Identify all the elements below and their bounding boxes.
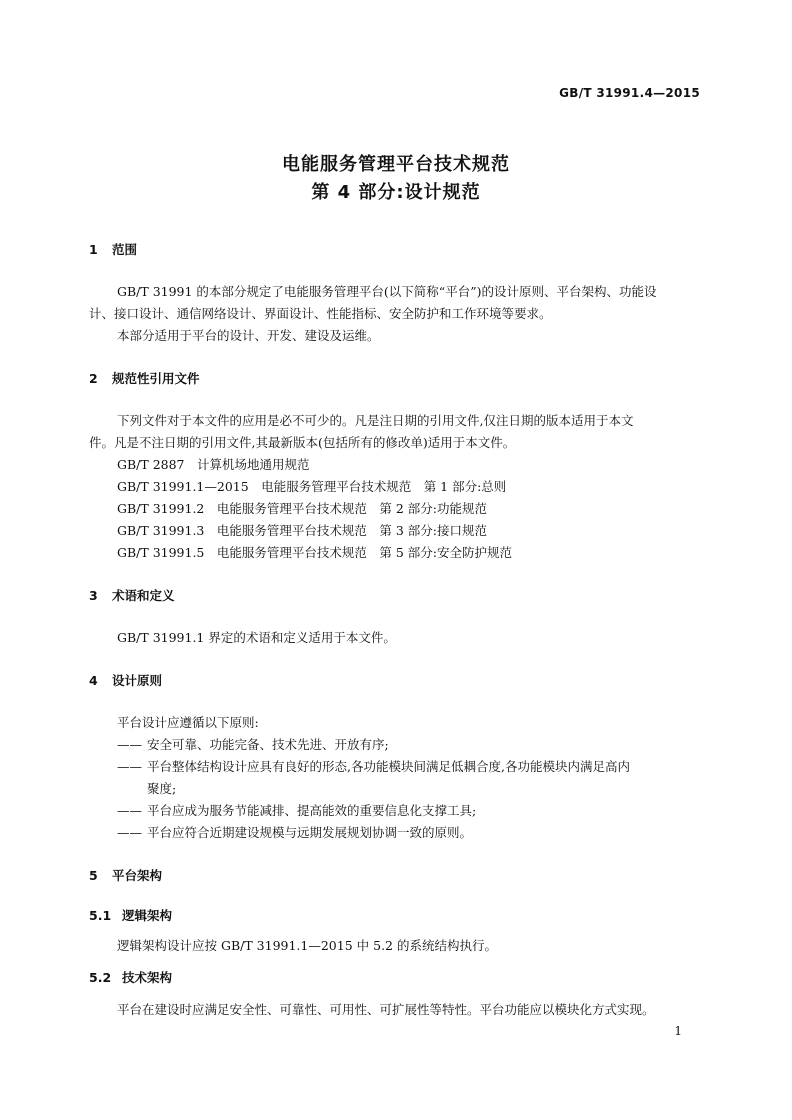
section-5-heading — [89, 866, 162, 884]
section-number: 1 — [89, 242, 98, 257]
section-title: 术语和定义 — [112, 588, 175, 603]
section-number: 5 — [89, 868, 98, 883]
reference-item: GB/T 31991.1—2015 电能服务管理平台技术规范 第 1 部分:总则 — [117, 479, 507, 494]
reference-item: GB/T 31991.5 电能服务管理平台技术规范 第 5 部分:安全防护规范 — [117, 545, 512, 560]
section-number: 2 — [89, 371, 98, 386]
section-4-heading — [89, 671, 162, 689]
subsection-number: 5.2 — [89, 970, 112, 985]
section-title: 设计原则 — [112, 673, 163, 688]
section-1-heading — [89, 240, 137, 258]
dash-marker: —— — [117, 825, 142, 840]
subsection-title: 技术架构 — [122, 970, 173, 985]
document-subtitle: 第 4 部分:设计规范 — [311, 182, 481, 203]
reference-item: GB/T 2887 计算机场地通用规范 — [117, 457, 310, 472]
list-item-text: 安全可靠、功能完备、技术先进、开放有序; — [147, 737, 389, 752]
list-item-text: 平台应符合近期建设规模与远期发展规划协调一致的原则。 — [147, 825, 473, 840]
list-item-continuation: 聚度; — [147, 781, 177, 796]
paragraph: GB/T 31991.1 界定的术语和定义适用于本文件。 — [117, 630, 396, 645]
page-number: 1 — [674, 1024, 682, 1038]
subsection-5-1-heading — [89, 906, 172, 924]
dash-marker: —— — [117, 803, 142, 818]
document-title: 电能服务管理平台技术规范 — [282, 154, 510, 175]
reference-item: GB/T 31991.3 电能服务管理平台技术规范 第 3 部分:接口规范 — [117, 523, 487, 538]
list-item — [117, 757, 705, 775]
section-title: 平台架构 — [112, 868, 163, 883]
subsection-number: 5.1 — [89, 908, 112, 923]
list-item-text: 平台整体结构设计应具有良好的形态,各功能模块间满足低耦合度,各功能模块内满足高内 — [147, 759, 630, 774]
paragraph-line: 下列文件对于本文件的应用是必不可少的。凡是注日期的引用文件,仅注日期的版本适用于本文 — [117, 413, 634, 428]
list-item-text: 平台应成为服务节能减排、提高能效的重要信息化支撑工具; — [147, 803, 477, 818]
paragraph-line: GB/T 31991 的本部分规定了电能服务管理平台(以下简称“平台”)的设计原则、平台架构、功能设 — [117, 284, 657, 299]
section-2-heading — [89, 369, 200, 387]
subsection-title: 逻辑架构 — [122, 908, 173, 923]
standard-number: GB/T 31991.4—2015 — [559, 86, 700, 100]
list-item — [117, 823, 705, 841]
dash-marker: —— — [117, 759, 142, 774]
paragraph: 逻辑架构设计应按 GB/T 31991.1—2015 中 5.2 的系统结构执行。 — [117, 938, 497, 953]
section-number: 3 — [89, 588, 98, 603]
paragraph: 平台在建设时应满足安全性、可靠性、可用性、可扩展性等特性。平台功能应以模块化方式实现。 — [117, 1002, 655, 1017]
paragraph-line: 件。凡是不注日期的引用文件,其最新版本(包括所有的修改单)适用于本文件。 — [89, 435, 516, 450]
paragraph: 平台设计应遵循以下原则: — [117, 715, 259, 730]
paragraph-line: 计、接口设计、通信网络设计、界面设计、性能指标、安全防护和工作环境等要求。 — [89, 306, 552, 321]
reference-item: GB/T 31991.2 电能服务管理平台技术规范 第 2 部分:功能规范 — [117, 501, 487, 516]
section-number: 4 — [89, 673, 98, 688]
list-item — [117, 735, 705, 753]
subsection-5-2-heading — [89, 968, 172, 986]
paragraph: 本部分适用于平台的设计、开发、建设及运维。 — [117, 328, 380, 343]
section-3-heading — [89, 586, 175, 604]
section-title: 范围 — [112, 242, 138, 257]
list-item — [117, 801, 705, 819]
dash-marker: —— — [117, 737, 142, 752]
section-title: 规范性引用文件 — [112, 371, 200, 386]
